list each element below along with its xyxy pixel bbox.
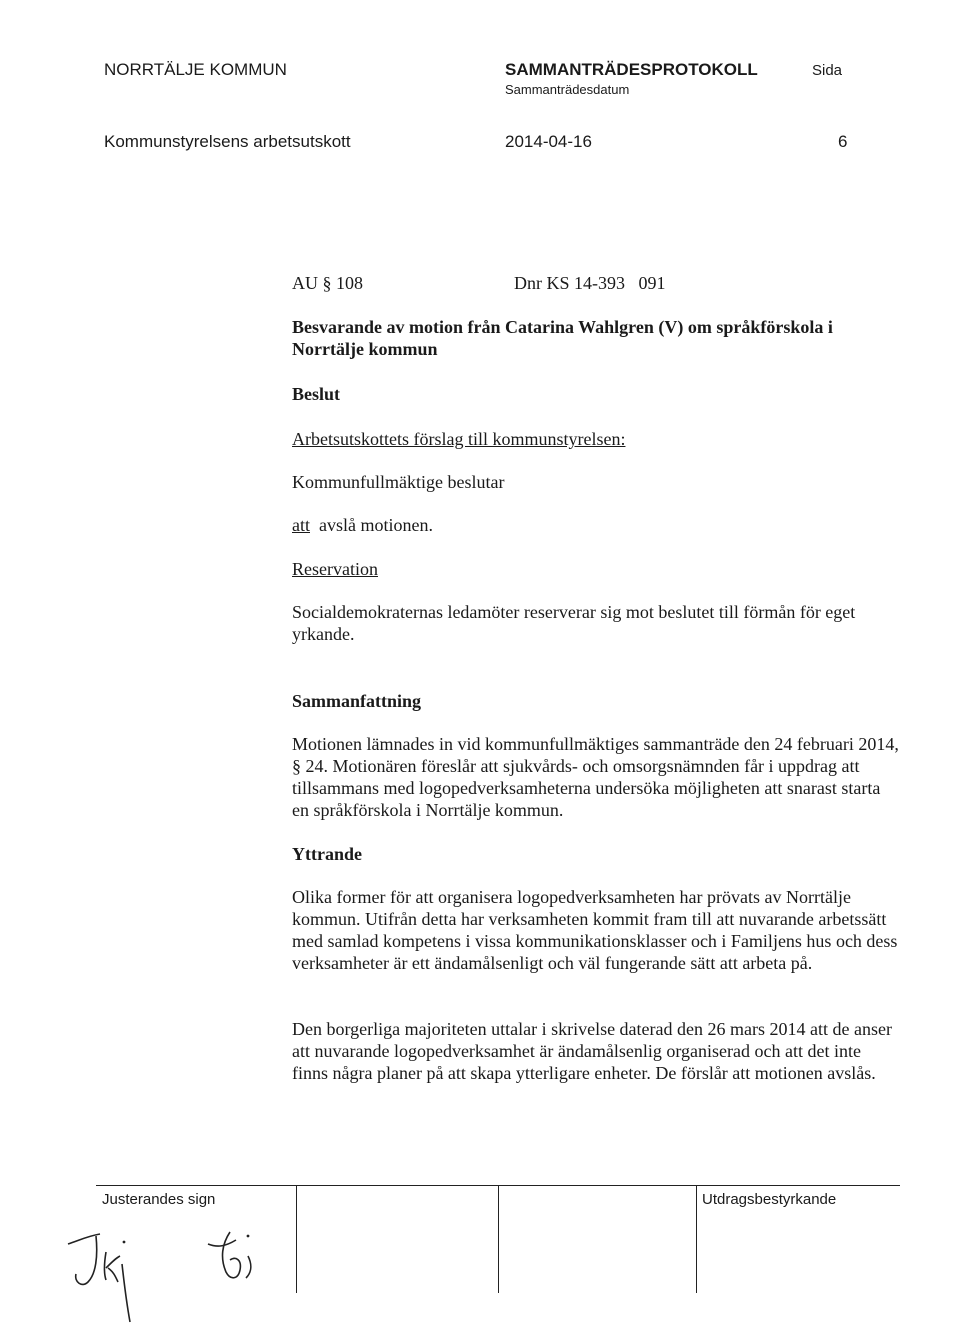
signature-divider-1	[296, 1185, 297, 1293]
resolves-line: Kommunfullmäktige beslutar	[292, 472, 505, 492]
meeting-date: 2014-04-16	[505, 132, 592, 151]
summary-text: Motionen lämnades in vid kommunfullmäktiges sammanträde den 24 februari 2014, § 24. Motionären föreslår att sjukvårds- och omsorgsnämnden får i uppdrag att tillsammans med logopedverksamheterna undersöka möjligheten att snarast starta en språkförskola i Norrtälje kommun.	[292, 734, 899, 820]
proposal-heading: Arbetsutskottets förslag till kommunstyrelsen:	[292, 429, 626, 449]
page-number: 6	[838, 132, 848, 151]
reservation-heading: Reservation	[292, 559, 378, 579]
att-word: att	[292, 515, 310, 535]
summary-heading: Sammanfattning	[292, 691, 422, 711]
signature-divider-3	[696, 1185, 697, 1293]
statement-paragraph-1: Olika former för att organisera logopedverksamheten har prövats av Norrtälje kommun. Utifrån detta har verksamheten kommit fram till att nuvarande arbetssätt med samlad kompetens i vissa kommunikationsklasser och i Familjens hus och dess verksamheter är ett ändamålsenligt och väl fungerande sätt att arbeta på.	[292, 887, 898, 973]
reservation-text: Socialdemokraternas ledamöter reserverar sig mot beslutet till förmån för eget yrkande.	[292, 602, 856, 644]
statement-heading: Yttrande	[292, 844, 362, 864]
extract-label: Utdragsbestyrkande	[702, 1191, 837, 1208]
document-type: SAMMANTRÄDESPROTOKOLL	[505, 60, 758, 79]
decision-heading: Beslut	[292, 384, 341, 404]
signature-divider-2	[498, 1185, 499, 1293]
initials-signature-2	[200, 1226, 270, 1296]
meeting-date-label: Sammanträdesdatum	[505, 82, 630, 97]
page-label: Sida	[812, 62, 843, 79]
committee-name: Kommunstyrelsens arbetsutskott	[104, 132, 351, 151]
initials-signature-1	[60, 1222, 160, 1330]
sign-label: Justerandes sign	[102, 1191, 216, 1208]
organization-name: NORRTÄLJE KOMMUN	[104, 60, 287, 79]
statement-paragraph-2: Den borgerliga majoriteten uttalar i skrivelse daterad den 26 mars 2014 att de anser att nuvarande logopedverksamhet är ändamålsenlig organiserad och att det inte finns några planer på att skapa ytterligare enheter. De förslår att motionen avslås.	[292, 1019, 892, 1083]
item-subject: Besvarande av motion från Catarina Wahlgren (V) om språkförskola i Norrtälje kommun	[292, 317, 833, 359]
paragraph-number: AU § 108	[292, 273, 363, 293]
diary-number: Dnr KS 14-393 091	[514, 273, 666, 293]
decision-text: avslå motionen.	[319, 515, 433, 535]
decision-clause	[292, 514, 433, 536]
